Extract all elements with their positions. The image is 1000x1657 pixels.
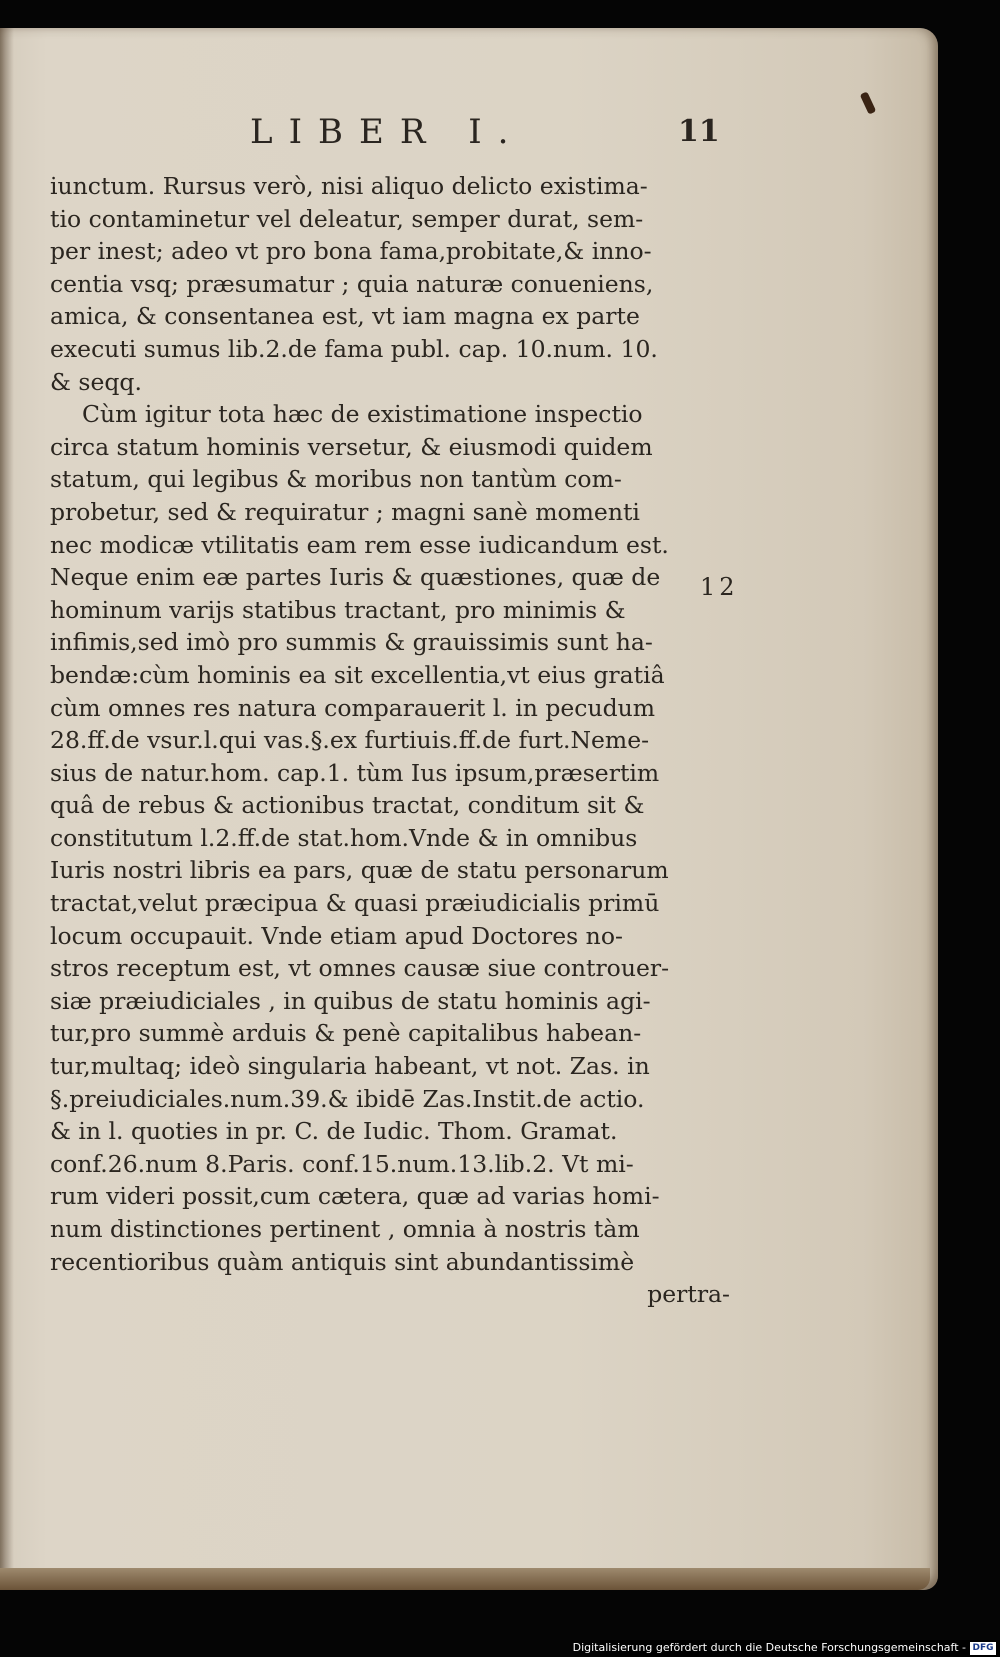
text-line: Iuris nostri libris ea pars, quæ de statu personarum [50,856,669,885]
text-line: locum occupauit. Vnde etiam apud Doctores no- [50,921,623,950]
text-line: 28.ff.de vsur.l.qui vas.§.ex furtiuis.ff.de furt.Neme- [50,726,650,755]
text-line: quâ de rebus & actionibus tractat, conditum sit & [50,791,645,820]
text-line: constitutum l.2.ff.de stat.hom.Vnde & in omnibus [50,823,638,852]
text-line: cùm omnes res natura comparauerit l. in pecudum [50,693,656,722]
text-line: stros receptum est, vt omnes causæ siue controuer- [50,954,670,983]
catchword: pertra- [647,1280,730,1309]
footer-credit: Digitalisierung gefördert durch die Deutsche Forschungsgemeinschaft - [572,1641,966,1654]
text-line: hominum varijs statibus tractant, pro minimis & [50,595,626,624]
text-line: nec modicæ vtilitatis eam rem esse iudicandum est. [50,530,669,559]
text-line: num distinctiones pertinent , omnia à nostris tàm [50,1215,640,1243]
text-line: sius de natur.hom. cap.1. tùm Ius ipsum,præsertim [50,758,660,787]
text-line: executi sumus lib.2.de fama publ. cap. 10.num. 10. [50,334,658,363]
running-head [250,112,750,162]
text-line: bendæ:cùm hominis ea sit excellentia,vt eius gratiâ [50,660,665,689]
text-line: & seqq. [50,367,142,396]
text-line: tio contaminetur vel deleatur, semper durat, sem- [50,204,644,233]
text-line: amica, & consentanea est, vt iam magna ex parte [50,302,640,331]
text-line: siæ præiudiciales , in quibus de statu hominis agi- [50,986,651,1015]
text-line: centia vsq; præsumatur ; quia naturæ conueniens, [50,269,654,298]
text-line: Cùm igitur tota hæc de existimatione inspectio [82,400,643,429]
text-line: iunctum. Rursus verò, nisi aliquo delicto existima- [50,172,648,200]
dfg-logo-icon: DFG [970,1642,996,1655]
folio-number: 11 [678,114,720,149]
text-line: infimis,sed imò pro summis & grauissimis sunt ha- [50,628,653,657]
gutter-shadow [0,28,14,1590]
body-text [50,170,730,1311]
text-line: Neque enim eæ partes Iuris & quæstiones, quæ de [50,563,661,592]
running-title: LIBER I. [250,112,525,152]
text-line: conf.26.num 8.Paris. conf.15.num.13.lib.2. Vt mi- [50,1149,634,1178]
text-line: rum videri possit,cum cætera, quæ ad varias homi- [50,1182,660,1211]
text-line: §.preiudiciales.num.39.& ibidē Zas.Instit.de actio. [50,1084,645,1113]
text-line: tractat,velut præcipua & quasi præiudicialis primū [50,889,660,918]
text-line: probetur, sed & requiratur ; magni sanè momenti [50,497,640,526]
text-line: statum, qui legibus & moribus non tantùm com- [50,465,622,494]
text-line: per inest; adeo vt pro bona fama,probitate,& inno- [50,237,652,266]
text-line: recentioribus quàm antiquis sint abundantissimè [50,1247,635,1276]
text-line: circa statum hominis versetur, & eiusmodi quidem [50,432,653,461]
text-line: & in l. quoties in pr. C. de Iudic. Thom. Gramat. [50,1117,618,1146]
margin-number: 12 [700,573,739,601]
page-edge [0,1568,930,1590]
text-line: tur,pro summè arduis & penè capitalibus habean- [50,1019,642,1048]
text-line: tur,multaq; ideò singularia habeant, vt not. Zas. in [50,1052,650,1081]
